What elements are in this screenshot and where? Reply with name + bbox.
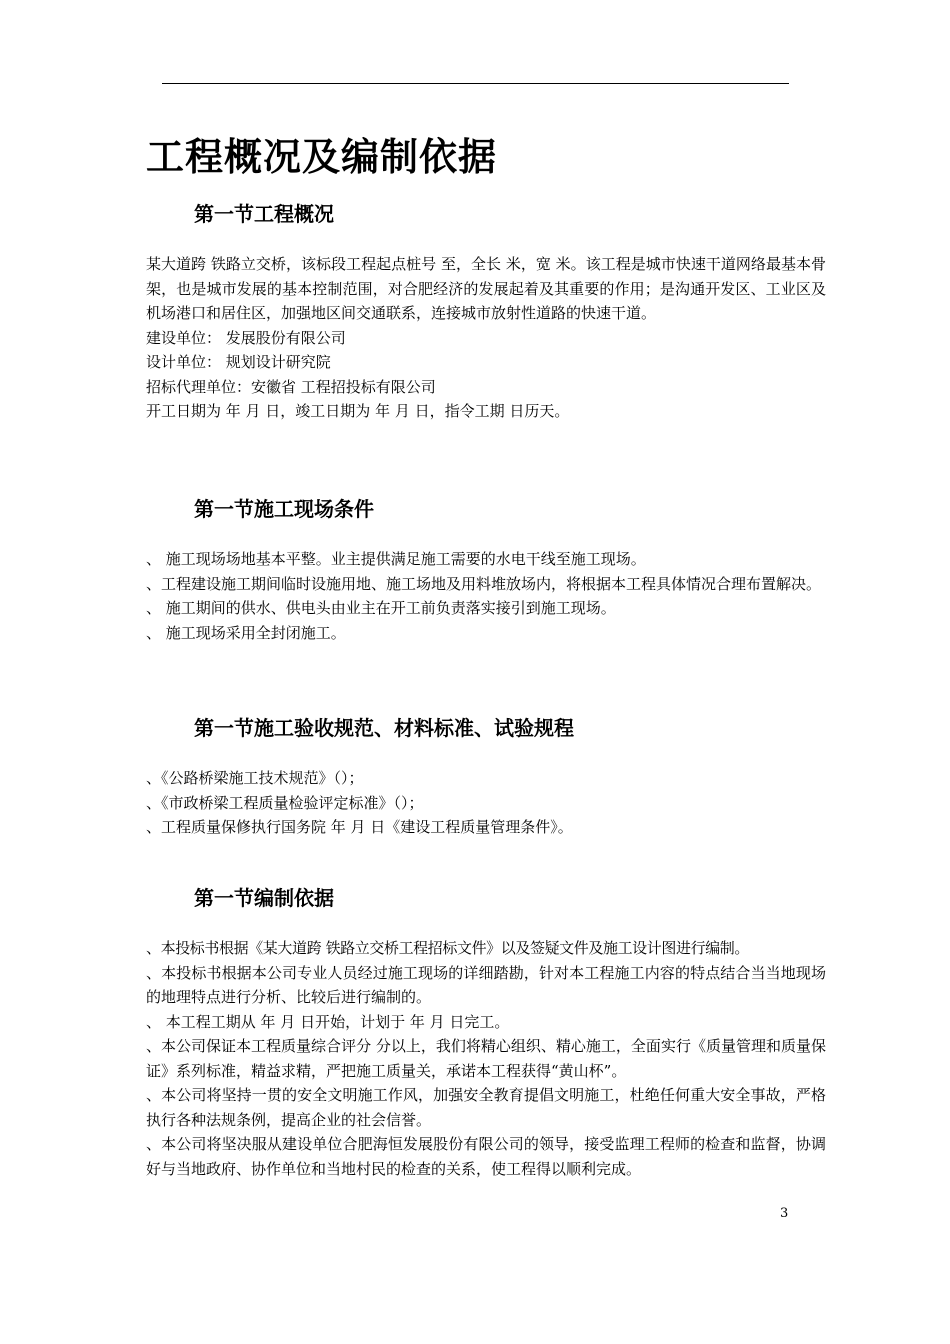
section-heading: 第一节施工现场条件 [194, 497, 374, 521]
section-compilation-basis [146, 884, 826, 1181]
paragraph: 、本投标书根据《某大道跨 铁路立交桥工程招标文件》以及签疑文件及施工设计图进行编制。 [146, 939, 749, 957]
section-heading: 第一节工程概况 [194, 202, 334, 226]
page-number: 3 [780, 1206, 789, 1221]
paragraph: 、本公司将坚持一贯的安全文明施工作风，加强安全教育提倡文明施工，杜绝任何重大安全事故，严格执行各种法规条例，提高企业的社会信誉。 [146, 1086, 826, 1129]
header-rule [162, 83, 789, 84]
paragraph: 、工程质量保修执行国务院 年 月 日《建设工程质量管理条件》。 [146, 818, 573, 836]
paragraph: 、工程建设施工期间临时设施用地、施工场地及用料堆放场内，将根据本工程具体情况合理布置解决。 [146, 574, 822, 593]
paragraph: 设计单位： 规划设计研究院 [146, 353, 331, 371]
paragraph: 、本公司保证本工程质量综合评分 分以上，我们将精心组织、精心施工，全面实行《质量管理和质量保证》系列标准，精益求精，严把施工质量关，承诺本工程获得“黄山杯”。 [146, 1037, 826, 1080]
paragraph: 、 施工期间的供水、供电头由业主在开工前负责落实接引到施工现场。 [146, 599, 616, 617]
paragraph: 招标代理单位：安徽省 工程招投标有限公司 [146, 377, 436, 396]
paragraph: 、 施工现场场地基本平整。业主提供满足施工需要的水电干线至施工现场。 [146, 550, 646, 568]
document-title: 工程概况及编制依据 [146, 135, 498, 179]
paragraph: 、本投标书根据本公司专业人员经过施工现场的详细踏勘，针对本工程施工内容的特点结合当当地现场的地理特点进行分析、比较后进行编制的。 [146, 963, 826, 1006]
section-heading: 第一节施工验收规范、材料标准、试验规程 [194, 716, 574, 740]
paragraph: 、 本工程工期从 年 月 日开始，计划于 年 月 日完工。 [146, 1012, 510, 1031]
paragraph: 、《市政桥梁工程质量检验评定标准》（）； [146, 793, 424, 812]
paragraph: 、 施工现场采用全封闭施工。 [146, 623, 346, 642]
section-site-conditions [146, 495, 826, 645]
paragraph: 、本公司将坚决服从建设单位合肥海恒发展股份有限公司的领导，接受监理工程师的检查和监督，协调好与当地政府、协作单位和当地村民的检查的关系，使工程得以顺利完成。 [146, 1135, 826, 1178]
section-standards [146, 714, 826, 840]
paragraph: 建设单位： 发展股份有限公司 [146, 328, 346, 347]
section-heading: 第一节编制依据 [194, 886, 334, 910]
paragraph: 某大道跨 铁路立交桥，该标段工程起点桩号 至，全长 米，宽 米。该工程是城市快速干道网络最基本骨架，也是城市发展的基本控制范围，对合肥经济的发展起着及其重要的作用；是沟通开发区、工业区及机场港口和居住区，加强地区间交通联系，连接城市放射性道路的快速干道。 [146, 255, 826, 322]
section-project-overview [146, 200, 826, 424]
paragraph: 、《公路桥梁施工技术规范》（）； [146, 769, 364, 787]
paragraph: 开工日期为 年 月 日，竣工日期为 年 月 日，指令工期 日历天。 [146, 402, 570, 420]
